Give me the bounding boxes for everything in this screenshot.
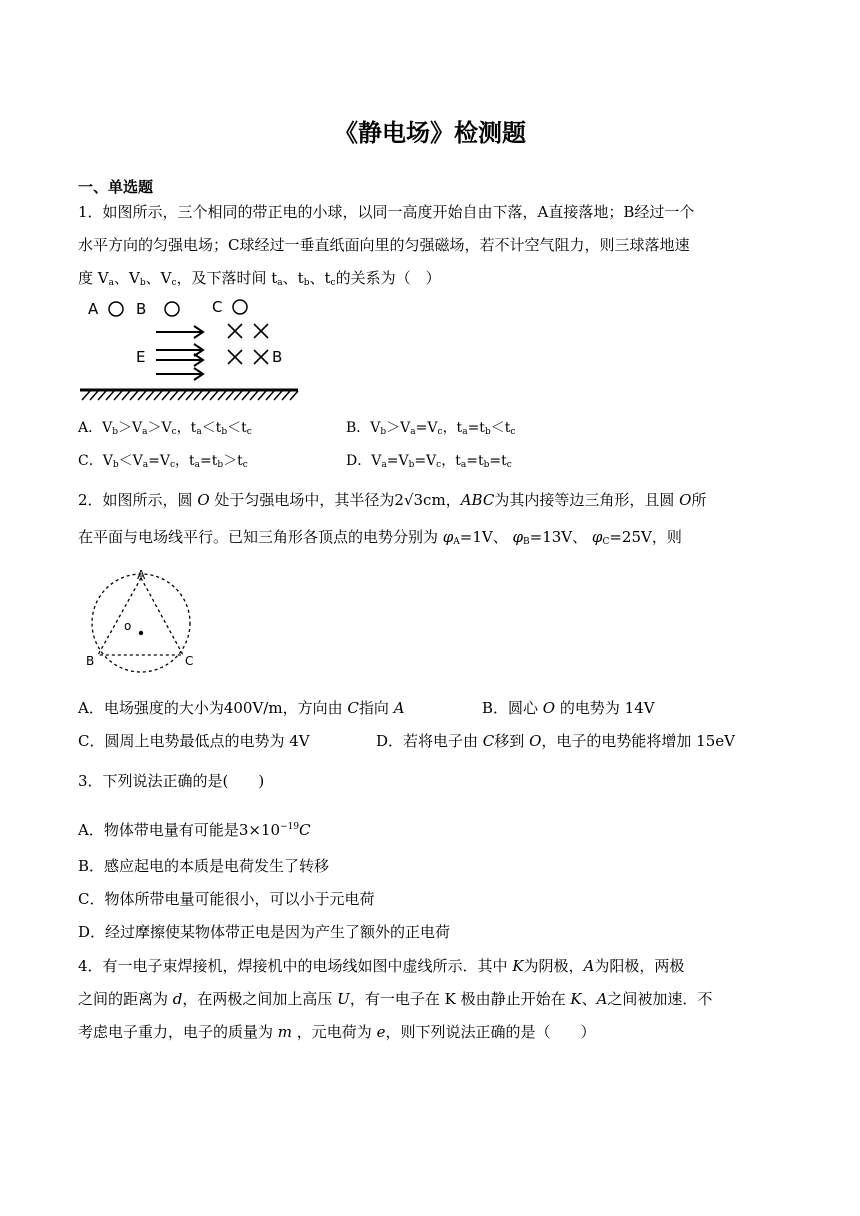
q2-stem-line-2: 在平面与电场线平行。已知三角形各顶点的电势分别为 $\varphi_A=1V$、 $\varphi_B=13V$、 $\varphi_C=25V$，则 [78, 528, 682, 547]
q1-option-b: B．$V_b>V_a=V_c$，$t_a=t_b<t_c$ [346, 420, 516, 437]
q2-option-c: C．圆周上电势最低点的电势为 4V [78, 732, 310, 750]
q4-stem-line-1: 4．有一电子束焊接机，焊接机中的电场线如图中虚线所示．其中 K为阴极，A为阳极，两极 [78, 957, 685, 975]
q1-option-a: A．$V_b>V_a>V_c$，$t_a<t_b<t_c$ [78, 420, 252, 437]
page-title: 《静电场》检测题 [334, 119, 526, 147]
q3-option-c: C．物体所带电量可能很小，可以小于元电荷 [78, 890, 375, 908]
q1-stem-line-1: 1．如图所示，三个相同的带正电的小球，以同一高度开始自由下落，A直接落地；B经过一个 [78, 203, 695, 221]
q2-figure-circle-triangle [84, 566, 200, 674]
q1-figure-label-e: E [136, 348, 146, 366]
ball-c [233, 300, 247, 314]
q4-stem-line-3: 考虑电子重力，电子的质量为 m ，元电荷为 e，则下列说法正确的是（ ） [78, 1023, 596, 1041]
q1-option-c: C．$V_b<V_a=V_c$，$t_a=t_b>t_c$ [78, 453, 248, 470]
q1-stem-line-2: 水平方向的匀强电场；C球经过一垂直纸面向里的匀强磁场，若不计空气阻力，则三球落地速 [78, 236, 690, 254]
ball-a [109, 302, 123, 316]
magnetic-field-crosses [228, 324, 268, 364]
q1-figure-label-b-field: B [272, 348, 283, 366]
ball-b [165, 302, 179, 316]
q3-option-b: B．感应起电的本质是电荷发生了转移 [78, 857, 330, 875]
q1-figure-label-b: B [136, 300, 147, 318]
q2-figure-label-o: o [124, 619, 132, 633]
q2-option-b: B．圆心 O 的电势为 14V [482, 699, 655, 717]
ground-hatching [82, 391, 298, 400]
q1-figure-falling-balls [78, 294, 300, 404]
q2-option-a: A．电场强度的大小为400V/m，方向由 C指向 A [78, 699, 405, 717]
q1-figure-label-c: C [212, 298, 223, 316]
q2-option-d: D．若将电子由 C移到 O，电子的电势能将增加 15eV [376, 732, 735, 750]
electric-field-arrows [156, 326, 203, 380]
center-dot [139, 631, 143, 635]
q3-stem: 3．下列说法正确的是( ) [78, 772, 265, 790]
q4-stem-line-2: 之间的距离为 d，在两极之间加上高压 U，有一电子在 K 极由静止开始在 K、A之间被加速．不 [78, 990, 713, 1008]
triangle-abc [98, 578, 183, 655]
section-heading: 一、单选题 [78, 178, 154, 196]
q2-figure-label-b: B [86, 654, 95, 668]
circle-o [92, 574, 190, 672]
q2-stem-line-1: 2．如图所示，圆 O 处于匀强电场中，其半径为2√3cm，ABC为其内接等边三角形，且圆 O所 [78, 491, 707, 509]
q3-option-a: A．物体带电量有可能是$3\times 10^{-19}C$ [78, 821, 311, 839]
q1-figure-label-a: A [88, 300, 99, 318]
q2-figure-label-c: C [185, 654, 194, 668]
q2-figure-label-a: A [137, 568, 146, 582]
q1-option-d: D．$V_a=V_b=V_c$，$t_a=t_b=t_c$ [346, 453, 512, 470]
q1-stem-line-3: 度 $V_a$、$V_b$、$V_c$，及下落时间 $t_a$、$t_b$、$t_c$的关系为（ ） [78, 269, 441, 288]
q3-option-d: D．经过摩擦使某物体带正电是因为产生了额外的正电荷 [78, 923, 451, 941]
